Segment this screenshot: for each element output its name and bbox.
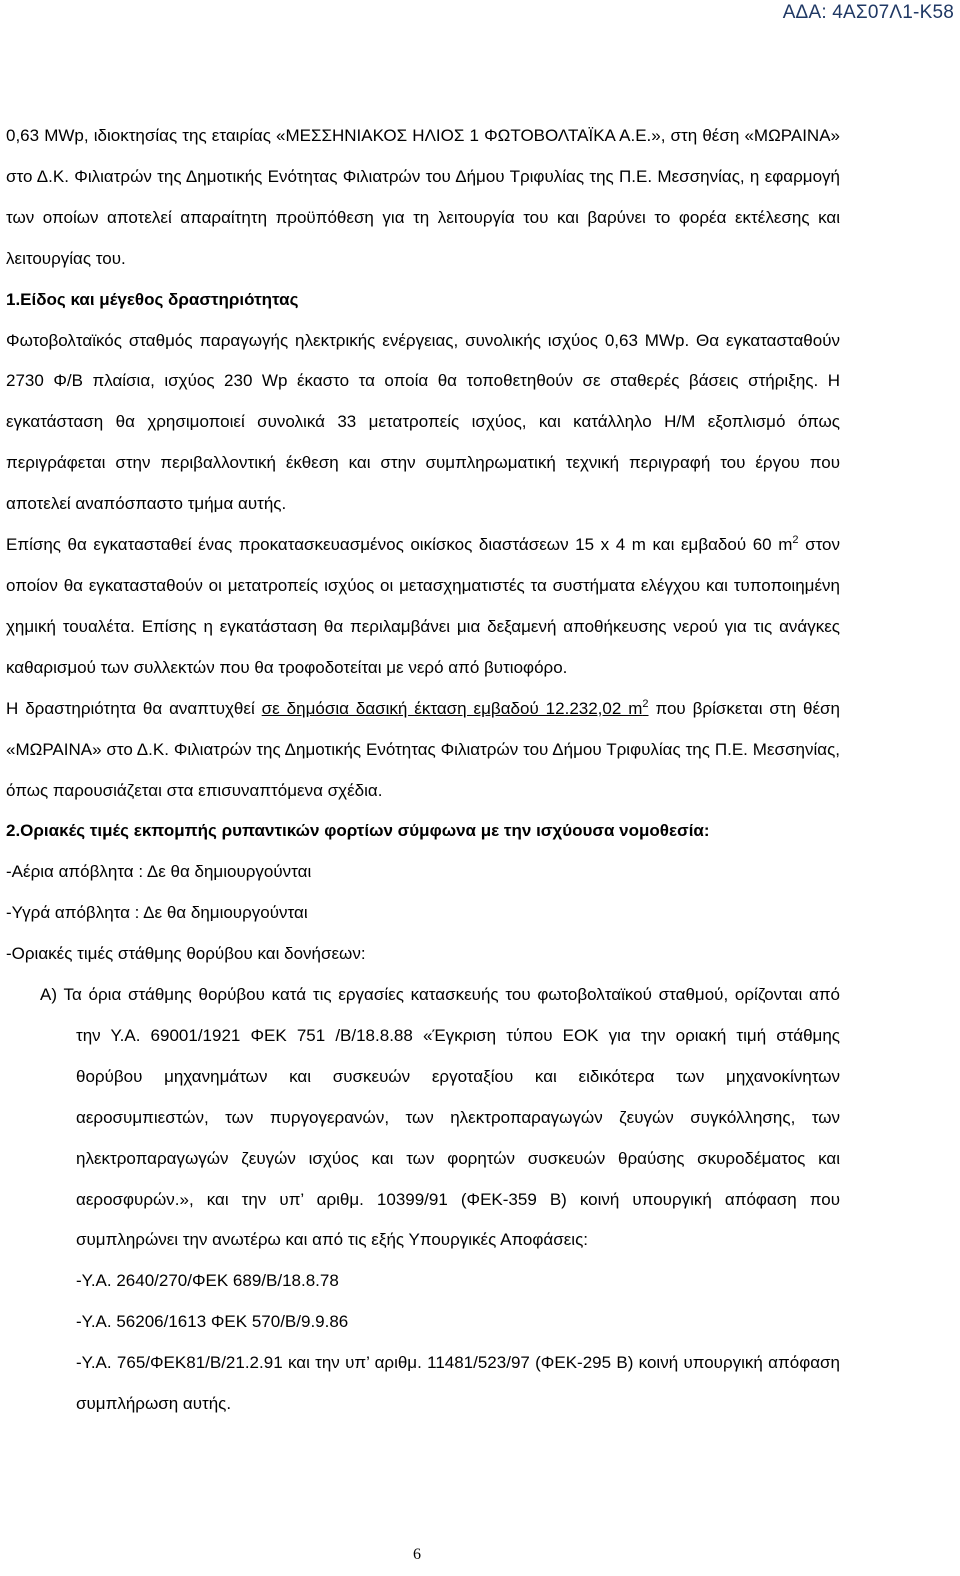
section1-heading: 1.Είδος και μέγεθος δραστηριότητας [6, 289, 299, 309]
paragraph3-underlined-text: σε δημόσια δασική έκταση εμβαδού 12.232,02 m [261, 698, 643, 718]
page-number: 6 [413, 1546, 421, 1563]
noise-limits: -Οριακές τιμές στάθμης θορύβου και δονήσεων: [6, 944, 366, 964]
ada-code: ΑΔΑ: 4ΑΣ07Λ1-Κ58 [782, 2, 954, 23]
paragraph2-part1: Επίσης θα εγκατασταθεί ένας προκατασκευασμένος οικίσκος διαστάσεων 15 x 4 m και εμβαδού 60 m [6, 535, 793, 555]
paragraph2-part2: στον οποίον θα εγκατασταθούν οι μετατροπείς ισχύος οι μετασχηματιστές τα συστήματα ελέγχου και τυποποιημένη χημική τουαλέτα. Επίσης η εγκατάσταση θα περιλαμβάνει μια δεξαμενή αποθήκευσης νερού για τις ανάγκες καθαρισμού των συλλεκτών που θα τροφοδοτείται με νερό από βυτιοφόρο. [6, 535, 840, 677]
decision-3: -Υ.Α. 765/ΦΕΚ81/Β/21.2.91 και την υπ’ αριθμ. 11481/523/97 (ΦΕΚ-295 Β) κοινή υπουργική απόφαση συμπλήρωση αυτής. [76, 1353, 840, 1414]
decision-1: -Υ.Α. 2640/270/ΦΕΚ 689/Β/18.8.78 [76, 1271, 339, 1291]
paragraph3-underlined [262, 699, 649, 718]
superscript-2b: 2 [642, 697, 649, 710]
liquid-emissions: -Υγρά απόβλητα : Δε θα δημιουργούνται [6, 903, 308, 923]
paragraph3-prefix: Η δραστηριότητα θα αναπτυχθεί [6, 698, 262, 718]
document-body [6, 116, 840, 1425]
section1-paragraph1: Φωτοβολταϊκός σταθμός παραγωγής ηλεκτρικής ενέργειας, συνολικής ισχύος 0,63 MWp. Θα εγκατασταθούν 2730 Φ/Β πλαίσια, ισχύος 230 Wp έκαστο τα οποία θα τοποθετηθούν σε σταθερές βάσεις στήριξης. Η εγκατάσταση θα χρησιμοποιεί συνολικά 33 μετατροπείς ισχύος, και κατάλληλο Η/Μ εξοπλισμό όπως περιγράφεται στην περιβαλλοντική έκθεση και στην συμπληρωματική τεχνική περιγραφή του έργου που αποτελεί αναπόσπαστο τμήμα αυτής. [6, 330, 840, 514]
superscript-2: 2 [792, 534, 799, 547]
section1-paragraph2 [6, 525, 840, 689]
air-emissions: -Αέρια απόβλητα : Δε θα δημιουργούνται [6, 862, 312, 882]
section2-heading: 2.Οριακές τιμές εκπομπής ρυπαντικών φορτίων σύμφωνα με την ισχύουσα νομοθεσία: [6, 821, 710, 841]
decision-2: -Υ.Α. 56206/1613 ΦΕΚ 570/Β/9.9.86 [76, 1312, 349, 1332]
intro-paragraph: 0,63 MWp, ιδιοκτησίας της εταιρίας «ΜΕΣΣΗΝΙΑΚΟΣ ΗΛΙΟΣ 1 ΦΩΤΟΒΟΛΤΑΪΚΑ Α.Ε.», στη θέση «ΜΩΡΑΙΝΑ» στο Δ.Κ. Φιλιατρών της Δημοτικής Ενότητας Φιλιατρών του Δήμου Τριφυλίας της Π.Ε. Μεσσηνίας, η εφαρμογή των οποίων αποτελεί απαραίτητη προϋπόθεση για τη λειτουργία του και βαρύνει το φορέα εκτέλεσης και λειτουργίας του. [6, 126, 840, 268]
item-a: Α) Τα όρια στάθμης θορύβου κατά τις εργασίες κατασκευής του φωτοβολταϊκού σταθμού, ορίζονται από την Υ.Α. 69001/1921 ΦΕΚ 751 /Β/18.8.88 «Έγκριση τύπου ΕΟΚ για την οριακή τιμή στάθμης θορύβου μηχανημάτων και συσκευών εργοταξίου και ειδικότερα των μηχανοκίνητων αεροσυμπιεστών, των πυργογερανών, των ηλεκτροπαραγωγών ζευγών συγκόλλησης, των ηλεκτροπαραγωγών ζευγών ισχύος και των φορητών συσκευών θραύσης σκυροδέματος και αεροσφυρών.», και την υπ’ αριθμ. 10399/91 (ΦΕΚ-359 Β) κοινή υπουργική απόφαση που συμπληρώνει την ανωτέρω και από τις εξής Υπουργικές Αποφάσεις: [40, 985, 840, 1250]
section1-paragraph3 [6, 689, 840, 812]
paragraph3-suffix: που βρίσκεται στη θέση «ΜΩΡΑΙΝΑ» στο Δ.Κ. Φιλιατρών της Δημοτικής Ενότητας Φιλιατρών του Δήμου Τριφυλίας της Π.Ε. Μεσσηνίας, όπως παρουσιάζεται στα επισυναπτόμενα σχέδια. [6, 698, 840, 800]
